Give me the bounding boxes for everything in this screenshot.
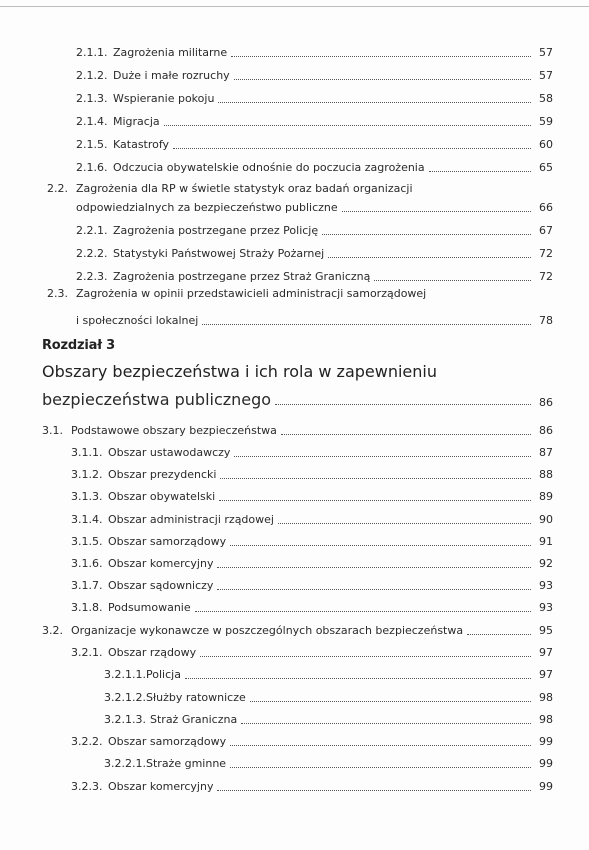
dot-leader [217,790,531,791]
toc-page: 95 [539,624,553,637]
dot-leader [234,79,531,80]
toc-entry-3-1-3[interactable] [71,484,553,504]
dot-leader [374,280,531,281]
dot-leader [342,211,531,212]
toc-title: Straż Graniczna [150,713,238,726]
dot-leader [218,102,531,103]
toc-entry-2-3-line2[interactable] [76,308,553,328]
toc-entry-3-2-2[interactable] [71,729,553,749]
toc-page: 57 [539,46,553,59]
toc-title: Wspieranie pokoju [113,92,215,105]
toc-page: 67 [539,224,553,237]
toc-title: Obszar komercyjny [108,557,214,570]
toc-title: Zagrożenia militarne [113,46,228,59]
toc-entry-2-1-4[interactable] [76,109,553,129]
toc-title: Obszar sądowniczy [108,579,214,592]
toc-number: 2.1.5. [76,138,108,151]
dot-leader [220,478,531,479]
toc-title: Podsumowanie [108,601,191,614]
dot-leader [173,148,531,149]
toc-number: 2.1.4. [76,115,108,128]
toc-number: 3.1.6. [71,557,103,570]
toc-number: 3.2.3. [71,780,103,793]
toc-title: Zagrożenia postrzegane przez Straż Graniczną [113,270,371,283]
toc-entry-2-1-2[interactable] [76,63,553,83]
toc-page: 93 [539,579,553,592]
toc-title: Organizacje wykonawcze w poszczególnych obszarach bezpieczeństwa [71,624,464,637]
toc-entry-3-1-5[interactable] [71,529,553,549]
toc-title: Obszar rządowy [108,646,197,659]
toc-page: 97 [539,646,553,659]
toc-entry-2-1-5[interactable] [76,132,553,152]
toc-title: Obszar administracji rządowej [108,513,274,526]
dot-leader [230,745,531,746]
toc-number: 2.1.6. [76,161,108,174]
toc-number: 2.2. [47,182,68,195]
dot-leader [230,545,531,546]
toc-page: 78 [539,314,553,327]
toc-title: Obszar komercyjny [108,780,214,793]
toc-page: 86 [539,396,553,409]
toc-page: 72 [539,247,553,260]
toc-title: Zagrożenia w opinii przedstawicieli administracji samorządowej [76,287,427,300]
toc-entry-3-2-1-2[interactable] [104,685,553,705]
toc-entry-3-1-6[interactable] [71,551,553,571]
toc-title: Zagrożenia postrzegane przez Policję [113,224,319,237]
toc-entry-3-2[interactable] [42,618,553,638]
toc-entry-2-2-line1[interactable] [47,182,413,196]
toc-title: Obszar samorządowy [108,535,227,548]
chapter-title-text: bezpieczeństwa publicznego [42,390,272,409]
dot-leader [230,767,531,768]
toc-title: Obszar samorządowy [108,735,227,748]
toc-page: 93 [539,601,553,614]
toc-number: 3.2.1.1. [104,668,146,681]
toc-page: 58 [539,92,553,105]
dot-leader [185,678,531,679]
dot-leader [250,701,531,702]
toc-title: Służby ratownicze [146,691,246,704]
toc-number: 3.1. [42,424,63,437]
toc-title: Podstawowe obszary bezpieczeństwa [71,424,277,437]
dot-leader [234,456,531,457]
toc-number: 2.1.2. [76,69,108,82]
toc-title: odpowiedzialnych za bezpieczeństwo publiczne [76,201,338,214]
toc-number: 3.1.5. [71,535,103,548]
toc-page: 59 [539,115,553,128]
toc-entry-3-1-8[interactable] [71,595,553,615]
toc-number: 2.2.1. [76,224,108,237]
dot-leader [217,567,531,568]
dot-leader [429,171,531,172]
toc-page: 97 [539,668,553,681]
toc-entry-3-1-4[interactable] [71,507,553,527]
toc-number: 2.2.2. [76,247,108,260]
toc-entry-3-1-1[interactable] [71,440,553,460]
toc-entry-2-1-3[interactable] [76,86,553,106]
toc-entry-2-3-line1[interactable] [47,287,426,301]
toc-entry-3-2-3[interactable] [71,774,553,794]
toc-page: 88 [539,468,553,481]
dot-leader [328,257,531,258]
toc-page: 92 [539,557,553,570]
toc-page: 90 [539,513,553,526]
toc-title: Zagrożenia dla RP w świetle statystyk oraz badań organizacji [76,182,413,195]
dot-leader [322,234,531,235]
toc-page: 87 [539,446,553,459]
toc-entry-3-1-2[interactable] [71,462,553,482]
toc-page: 98 [539,713,553,726]
dot-leader [241,723,531,724]
toc-entry-2-2-2[interactable] [76,241,553,261]
toc-page: 98 [539,691,553,704]
toc-number: 3.2.1. [71,646,103,659]
toc-entry-3-2-2-1[interactable] [104,751,553,771]
toc-number: 3.2.1.2. [104,691,146,704]
dot-leader [278,523,531,524]
dot-leader [200,656,531,657]
page-top-rule [0,6,589,7]
toc-title: Policja [146,668,181,681]
toc-number: 3.2.2. [71,735,103,748]
toc-entry-3-1-7[interactable] [71,573,553,593]
toc-number: 3.2.1.3. [104,713,146,726]
toc-entry-3-2-1-3[interactable] [104,707,553,727]
toc-page: 65 [539,161,553,174]
toc-entry-3-1[interactable] [42,418,553,438]
toc-page: 57 [539,69,553,82]
toc-page: 66 [539,201,553,214]
toc-entry-2-1-6[interactable] [76,155,553,175]
toc-title: Obszar obywatelski [108,490,216,503]
toc-entry-3-2-1[interactable] [71,640,553,660]
toc-page: 99 [539,735,553,748]
toc-number: 2.2.3. [76,270,108,283]
toc-title: Obszar prezydencki [108,468,217,481]
toc-number: 3.1.2. [71,468,103,481]
toc-title: i społeczności lokalnej [76,314,199,327]
dot-leader [217,589,531,590]
dot-leader [202,324,531,325]
toc-number: 3.2. [42,624,63,637]
toc-entry-2-2-line2[interactable] [76,195,553,215]
toc-page: 86 [539,424,553,437]
dot-leader [164,125,531,126]
toc-entry-3-2-1-1[interactable] [104,662,553,682]
toc-number: 3.1.1. [71,446,103,459]
toc-page: 72 [539,270,553,283]
toc-title: Katastrofy [113,138,170,151]
toc-title: Migracja [113,115,160,128]
toc-title: Odczucia obywatelskie odnośnie do poczucia zagrożenia [113,161,425,174]
toc-page: 91 [539,535,553,548]
toc-number: 3.1.8. [71,601,103,614]
toc-page: 60 [539,138,553,151]
dot-leader [467,634,531,635]
toc-entry-2-2-3[interactable] [76,264,553,284]
dot-leader [195,611,531,612]
toc-title: Straże gminne [146,757,227,770]
dot-leader [281,434,531,435]
toc-number: 3.1.4. [71,513,103,526]
toc-number: 3.1.7. [71,579,103,592]
chapter-label: Rozdział 3 [42,338,116,353]
toc-number: 3.1.3. [71,490,103,503]
toc-entry-2-2-1[interactable] [76,218,553,238]
chapter-title-line2[interactable] [42,386,553,410]
toc-number: 2.3. [47,287,68,300]
chapter-title-line1: Obszary bezpieczeństwa i ich rola w zapewnieniu [42,362,437,381]
toc-number: 2.1.3. [76,92,108,105]
toc-entry-2-1-1[interactable] [76,40,553,60]
toc-title: Statystyki Państwowej Straży Pożarnej [113,247,325,260]
toc-page: 99 [539,757,553,770]
toc-number: 2.1.1. [76,46,108,59]
dot-leader [231,56,531,57]
toc-title: Duże i małe rozruchy [113,69,230,82]
toc-title: Obszar ustawodawczy [108,446,231,459]
toc-page: 89 [539,490,553,503]
dot-leader [275,404,531,405]
dot-leader [219,500,531,501]
toc-number: 3.2.2.1. [104,757,146,770]
toc-page: 99 [539,780,553,793]
